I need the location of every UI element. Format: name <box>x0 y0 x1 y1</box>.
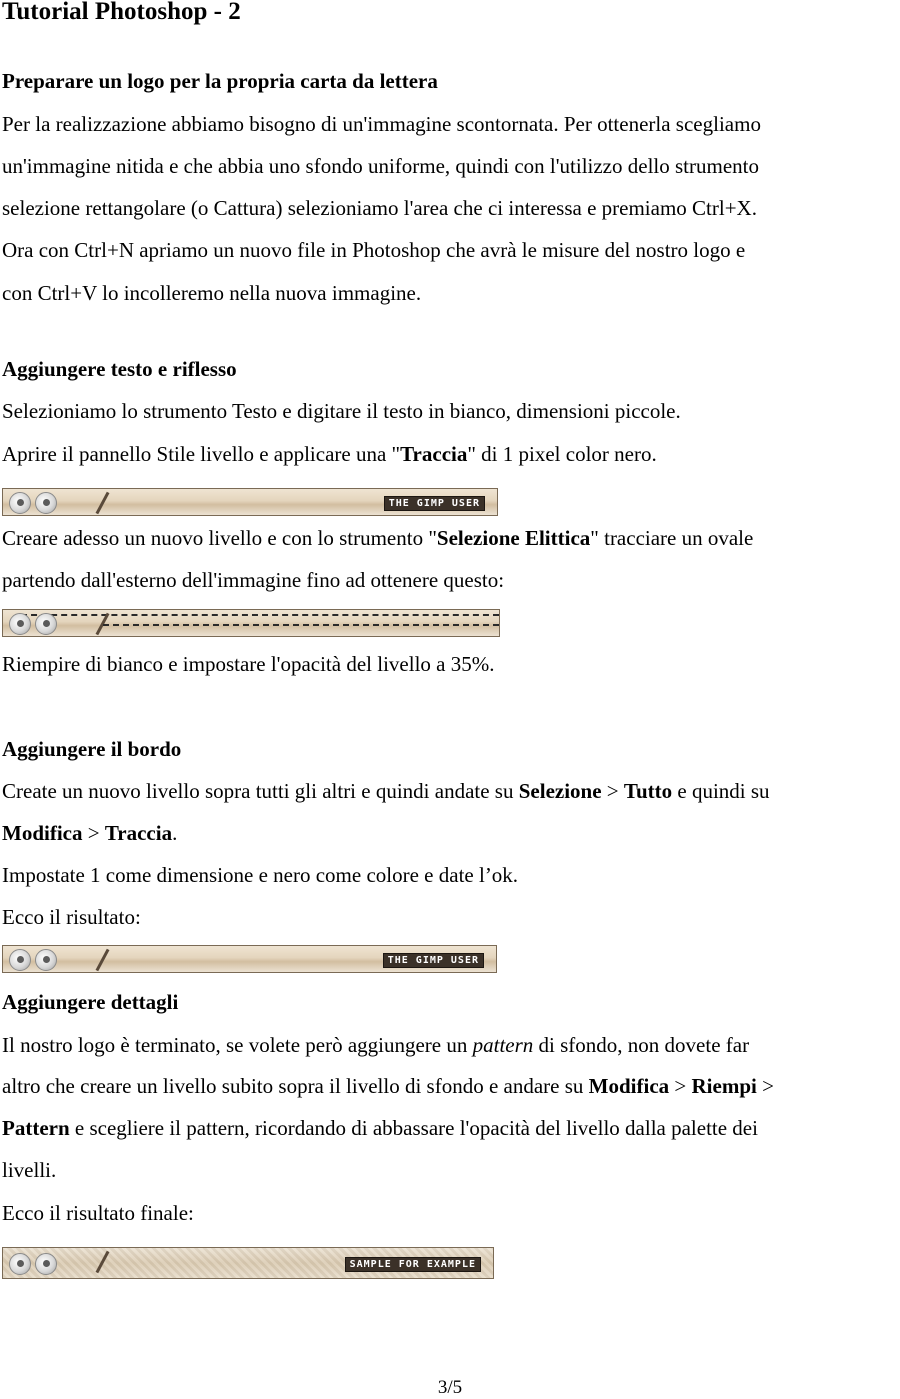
paragraph-line: Aprire il pannello Stile livello e applicare una "Traccia" di 1 pixel color nero. <box>2 442 657 466</box>
paragraph-line: Pattern e scegliere il pattern, ricordando di abbassare l'opacità del livello dalla palette dei <box>2 1116 758 1140</box>
paragraph-line: Per la realizzazione abbiamo bisogno di un'immagine scontornata. Per ottenerla scegliamo <box>2 112 761 136</box>
paragraph-line: Create un nuovo livello sopra tutti gli altri e quindi andate su Selezione > Tutto e quindi su <box>2 779 770 803</box>
eyes-icon <box>9 612 79 636</box>
logo-banner-final-image <box>2 1247 494 1279</box>
paragraph-line: con Ctrl+V lo incolleremo nella nuova immagine. <box>2 281 422 305</box>
paragraph-line: Il nostro logo è terminato, se volete però aggiungere un pattern di sfondo, non dovete far <box>2 1033 750 1057</box>
paragraph-line: Ecco il risultato finale: <box>2 1201 194 1225</box>
eyes-icon <box>9 948 79 972</box>
section-heading-border: Aggiungere il bordo <box>2 737 182 761</box>
page-title: Tutorial Photoshop - 2 <box>2 0 241 25</box>
brush-icon <box>96 613 110 636</box>
brush-icon <box>96 1251 110 1274</box>
paragraph-line: partendo dall'esterno dell'immagine fino ad ottenere questo: <box>2 568 505 592</box>
eyes-icon <box>9 491 79 515</box>
paragraph-line: livelli. <box>2 1158 57 1182</box>
paragraph-line: Ecco il risultato: <box>2 905 141 929</box>
paragraph-line: Creare adesso un nuovo livello e con lo strumento "Selezione Elittica" tracciare un ovale <box>2 526 754 550</box>
logo-banner-selection-image <box>2 609 500 637</box>
paragraph-line: Selezioniamo lo strumento Testo e digitare il testo in bianco, dimensioni piccole. <box>2 399 681 423</box>
paragraph-line: Ora con Ctrl+N apriamo un nuovo file in Photoshop che avrà le misure del nostro logo e <box>2 238 746 262</box>
paragraph-line: Modifica > Traccia. <box>2 821 178 845</box>
brush-icon <box>96 492 110 515</box>
paragraph-line: un'immagine nitida e che abbia uno sfondo uniforme, quindi con l'utilizzo dello strumento <box>2 154 759 178</box>
page-number: 3/5 <box>437 1377 463 1398</box>
paragraph-line: altro che creare un livello subito sopra il livello di sfondo e andare su Modifica > Riempi > <box>2 1074 774 1098</box>
banner-label: THE GIMP USER <box>383 953 484 968</box>
section-heading-details: Aggiungere dettagli <box>2 990 179 1014</box>
eyes-icon <box>9 1250 79 1274</box>
paragraph-line: Riempire di bianco e impostare l'opacità del livello a 35%. <box>2 652 495 676</box>
banner-label: SAMPLE FOR EXAMPLE <box>345 1257 481 1272</box>
paragraph-line: Impostate 1 come dimensione e nero come colore e date l’ok. <box>2 863 519 887</box>
section-heading-logo: Preparare un logo per la propria carta da lettera <box>2 69 438 93</box>
section-heading-text-reflection: Aggiungere testo e riflesso <box>2 357 237 381</box>
banner-label: THE GIMP USER <box>384 496 485 511</box>
logo-banner-image <box>2 488 498 516</box>
logo-banner-border-image <box>2 945 497 973</box>
paragraph-line: selezione rettangolare (o Cattura) selezioniamo l'area che ci interessa e premiamo Ctrl+X. <box>2 196 757 220</box>
brush-icon <box>96 949 110 972</box>
